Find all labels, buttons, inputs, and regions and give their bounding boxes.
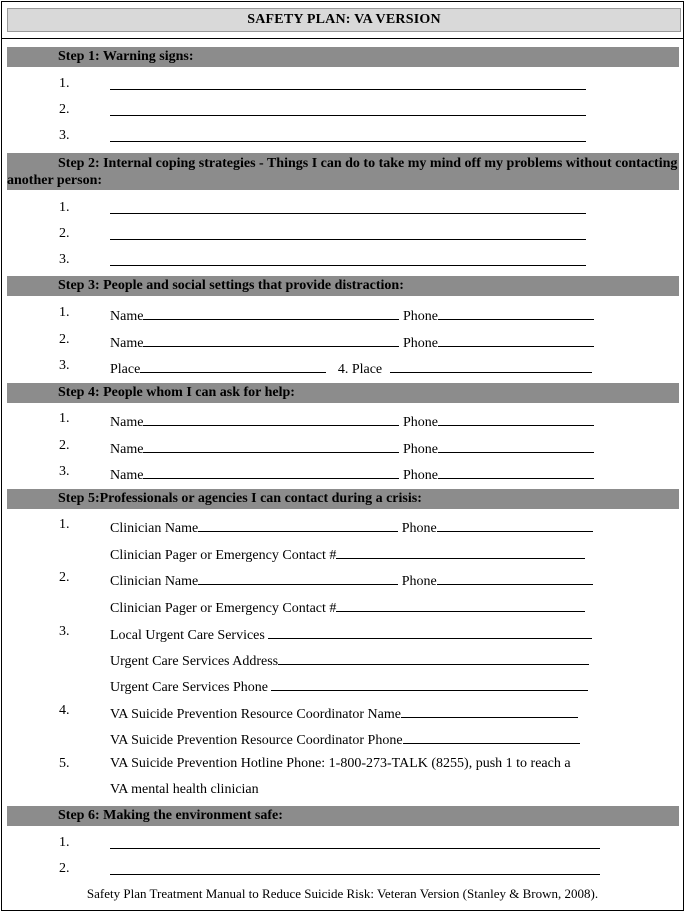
distraction-contact-1 [110,305,594,325]
coord-name-label: VA Suicide Prevention Resource Coordinator Name [110,707,401,722]
step3-label: Step 3: People and social settings that provide distraction: [58,278,404,293]
coping-2-field[interactable] [110,225,586,240]
phone-field[interactable] [437,570,593,585]
item-number: 3. [59,252,70,267]
name-field[interactable] [143,438,399,453]
coping-1-field[interactable] [110,199,586,214]
phone-label: Phone [402,415,438,430]
phone-label: Phone [402,442,438,457]
clinician-name-field[interactable] [198,517,398,532]
place-field[interactable] [390,358,592,373]
item-number: 3. [59,358,70,373]
step2-header [7,153,679,190]
item-number: 1. [59,76,70,91]
step2-label: Step 2: Internal coping strategies - Things I can do to take my mind off my problems without contacting another person: [7,156,678,188]
urgent-care-label: Local Urgent Care Services [110,628,265,643]
urgent-care-field[interactable] [268,624,592,639]
name-field[interactable] [143,332,399,347]
item-number: 3. [59,464,70,479]
phone-field[interactable] [438,411,594,426]
step1-label: Step 1: Warning signs: [58,49,194,64]
coord-name-field[interactable] [401,703,578,718]
phone-field[interactable] [438,305,594,320]
clinician-1 [110,517,593,537]
item-number: 4. [59,703,70,718]
name-field[interactable] [143,464,399,479]
phone-field[interactable] [438,464,594,479]
urgent-address-field[interactable] [278,650,589,665]
step5-label: Step 5:Professionals or agencies I can contact during a crisis: [58,491,422,506]
urgent-care-address [110,650,589,670]
phone-label: Phone [402,336,438,351]
place-label: Place [110,362,141,377]
warning-sign-1-field[interactable] [110,75,586,90]
distraction-places [110,358,592,378]
phone-label: Phone [402,468,438,483]
clinician-2-pager [110,597,585,617]
item-number: 2. [59,438,70,453]
place-field[interactable] [140,358,326,373]
phone-label: Phone [401,574,437,589]
name-label: Name [110,468,144,483]
item-number: 3. [59,624,70,639]
step5-header [7,489,679,509]
name-label: Name [110,309,144,324]
step4-label: Step 4: People whom I can ask for help: [58,385,295,400]
urgent-care [110,624,592,644]
item-number: 2. [59,861,70,876]
help-contact-3 [110,464,594,484]
coord-phone-field[interactable] [403,729,580,744]
name-field[interactable] [143,411,399,426]
pager-field[interactable] [336,544,585,559]
clinician-name-label: Clinician Name [110,521,199,536]
help-contact-2 [110,438,594,458]
clinician-2 [110,570,593,590]
step4-header [7,383,679,403]
urgent-phone-field[interactable] [271,676,588,691]
step6-header [7,806,679,826]
environment-2-field[interactable] [110,860,600,875]
item-number: 1. [59,835,70,850]
clinician-1-pager [110,544,585,564]
distraction-contact-2 [110,332,594,352]
urgent-address-label: Urgent Care Services Address [110,654,279,669]
page-title: SAFETY PLAN: VA VERSION [7,8,681,32]
help-contact-1 [110,411,594,431]
clinician-name-field[interactable] [198,570,398,585]
name-label: Name [110,336,144,351]
footer-citation: Safety Plan Treatment Manual to Reduce Suicide Risk: Veteran Version (Stanley & Brown, 2008). [86,886,599,901]
pager-label: Clinician Pager or Emergency Contact # [110,601,337,616]
item-number: 3. [59,128,70,143]
coordinator-name [110,703,578,723]
place4-label: 4. Place [337,362,383,377]
urgent-phone-label: Urgent Care Services Phone [110,680,268,695]
coping-3-field[interactable] [110,251,586,266]
phone-label: Phone [402,309,438,324]
hotline-line-2: VA mental health clinician [110,782,259,797]
item-number: 5. [59,756,70,771]
item-number: 2. [59,332,70,347]
hotline-line-1: VA Suicide Prevention Hotline Phone: 1-800-273-TALK (8255), push 1 to reach a [110,756,571,771]
name-field[interactable] [143,305,399,320]
warning-sign-3-field[interactable] [110,127,586,142]
name-label: Name [110,442,144,457]
phone-field[interactable] [437,517,593,532]
step1-header [7,47,679,67]
item-number: 2. [59,102,70,117]
urgent-care-phone [110,676,588,696]
step3-header [7,276,679,296]
phone-field[interactable] [438,332,594,347]
pager-label: Clinician Pager or Emergency Contact # [110,548,337,563]
item-number: 2. [59,226,70,241]
clinician-name-label: Clinician Name [110,574,199,589]
step6-label: Step 6: Making the environment safe: [58,808,283,823]
phone-label: Phone [401,521,437,536]
coord-phone-label: VA Suicide Prevention Resource Coordinator Phone [110,733,403,748]
item-number: 2. [59,570,70,585]
item-number: 1. [59,517,70,532]
item-number: 1. [59,305,70,320]
name-label: Name [110,415,144,430]
environment-1-field[interactable] [110,834,600,849]
divider [1,38,684,39]
phone-field[interactable] [438,438,594,453]
item-number: 1. [59,200,70,215]
item-number: 1. [59,411,70,426]
pager-field[interactable] [336,597,585,612]
coordinator-phone [110,729,580,749]
warning-sign-2-field[interactable] [110,101,586,116]
